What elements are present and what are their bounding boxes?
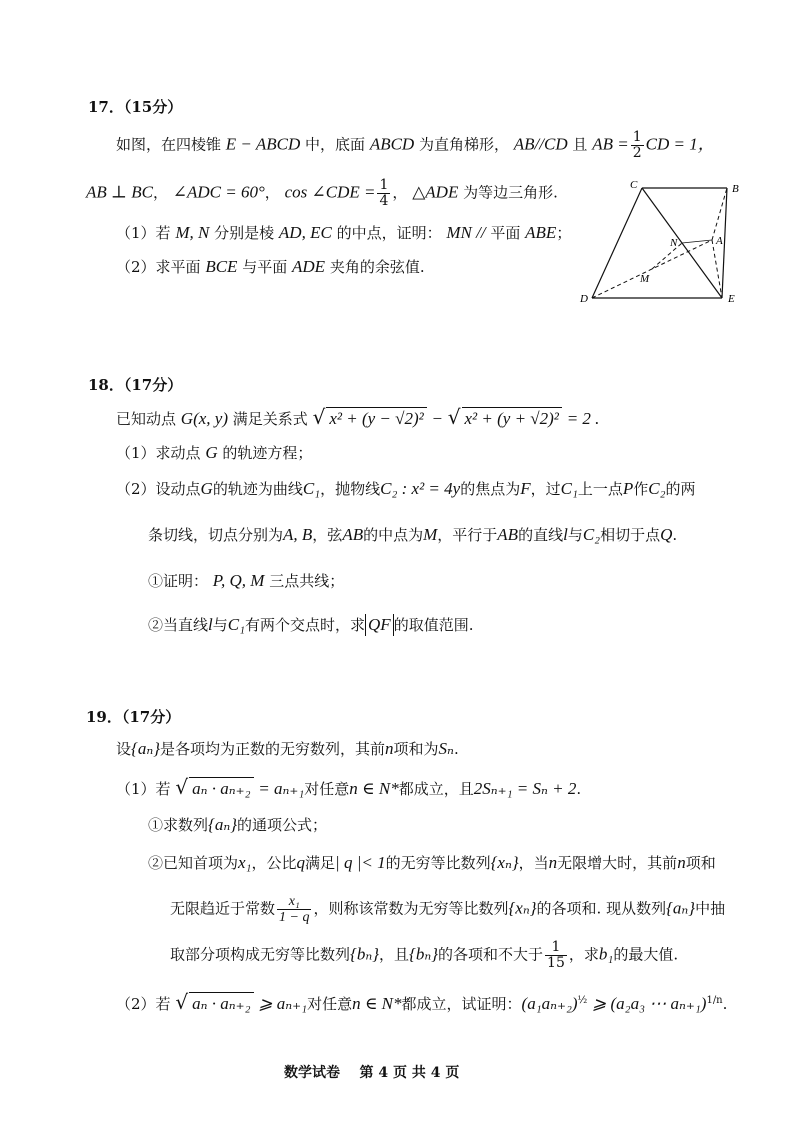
math: AD, EC [278, 223, 332, 242]
q18-sub2: ②当直线l与C₁有两个交点时，求 QF 的取值范围. [148, 615, 474, 634]
math: ∠ADC = 60° [172, 182, 265, 202]
q17-part1: （1）若 M, N 分别是棱 AD, EC 的中点，证明： MN // 平面 ABE； [116, 223, 572, 242]
math: M, N [175, 223, 210, 242]
q17-header: 17．（15分） [88, 98, 183, 116]
q18-part2-cont: 条切线，切点分别为A, B，弦AB的中点为M，平行于AB的直线l与C₂相切于点Q. [148, 525, 678, 544]
q18-part1: （1）求动点 G 的轨迹方程； [116, 443, 313, 462]
q19-part1: （1）若 √ aₙ · aₙ₊₂ = aₙ₊₁对任意n ∈ N*都成立，且2Sₙ₊₁ = Sₙ + 2. [116, 775, 582, 799]
q17-part2: （2）求平面 BCE 与平面 ADE 夹角的余弦值. [116, 257, 425, 276]
q19-sub2: ②已知首项为x₁，公比q满足| q |< 1的无穷等比数列{xₙ}，当n无限增大时，其前n项和 [148, 853, 716, 872]
q18-part2: （2）设动点G的轨迹为曲线C₁，抛物线C₂ : x² = 4y的焦点为F，过C₁上一点P作C₂的两 [116, 479, 696, 498]
math: △ADE [412, 182, 459, 202]
math: MN // [446, 223, 486, 242]
math: AB//CD [513, 134, 568, 154]
radical: aₙ · aₙ₊₂ [189, 777, 253, 800]
math: BCE [205, 257, 238, 276]
text: 中，底面 [305, 135, 366, 154]
fraction-quarter: $\frac{1}{4}$ [379, 177, 389, 209]
q18-sub1: ①证明： P, Q, M 三点共线； [148, 571, 345, 590]
q17-line1 [116, 130, 715, 161]
math: ABCD [369, 134, 415, 154]
label-E: E [728, 293, 735, 305]
segment-MN [652, 243, 682, 269]
math: AB ⊥ BC [86, 182, 153, 202]
math: cos ∠CDE = [284, 182, 376, 202]
math: P, Q, M [212, 571, 265, 590]
edge-DC [592, 188, 642, 298]
page-footer [284, 1062, 459, 1082]
fraction-half: $\frac{1}{2}$ [632, 129, 642, 161]
fraction-1-15: $\frac{1}{15}$ [547, 939, 565, 971]
math: E − ABCD [225, 134, 301, 154]
label-M: M [640, 273, 650, 285]
radical: aₙ · aₙ₊₂ [189, 992, 253, 1015]
label-B: B [732, 183, 739, 195]
math: G(x, y) [180, 409, 228, 428]
label-C: C [630, 179, 638, 191]
radical-2: x² + (y + √2)² [462, 407, 562, 430]
abs-QF: QF [365, 614, 394, 636]
math: ADE [292, 257, 326, 276]
q17-line2: AB ⊥ BC， ∠ADC = 60°， cos ∠CDE = $\frac{1}{4}$ ， △ADE 为等边三角形. [86, 177, 558, 209]
edge-AE [712, 240, 722, 298]
math: AB = [592, 134, 629, 154]
text: 且 [572, 135, 588, 154]
radical-1: x² + (y − √2)² [326, 407, 426, 430]
q19-sub2-cont2: 取部分项构成无穷等比数列{bₙ}，且{bₙ}的各项和不大于 $\frac{1}{15}$ ，求b₁的最大值. [170, 939, 679, 971]
math: G [205, 443, 218, 462]
text: 为直角梯形， [418, 135, 509, 154]
q19-line1: 设{aₙ}是各项均为正数的无穷数列，其前n项和为Sₙ. [116, 739, 459, 758]
pyramid-figure [572, 178, 752, 308]
text: 为等边三角形. [463, 183, 558, 202]
text: 如图，在四棱锥 [116, 135, 222, 154]
q18-header: 18．（17分） [88, 376, 183, 394]
footer-page-number: 第 4 页 共 4 页 [359, 1065, 460, 1081]
q19-part2: （2）若 √ aₙ · aₙ₊₂ ⩾ aₙ₊₁对任意n ∈ N*都成立，试证明：$(a_1a_{n+2})^{\frac{1}{2}}$ ⩾ (a₂a₃ ⋯ aₙ₊₁)$^{1/n}$. [116, 990, 728, 1014]
q19-header: 19．（17分） [86, 708, 181, 726]
q19-sub1: ①求数列{aₙ}的通项公式； [148, 815, 328, 834]
q18-line1: 已知动点 G(x, y) 满足关系式 √ x² + (y − √2)² − √ x² + (y + √2)² = 2 . [116, 405, 600, 429]
label-A: A [716, 235, 723, 247]
math: ABE [525, 223, 557, 242]
footer-subject: 数学试卷 [284, 1065, 340, 1081]
q19-sub2-cont: 无限趋近于常数 $\frac{\text{x₁}}{1 - q}$ ，则称该常数为无穷等比数列{xₙ}的各项和. 现从数列{aₙ}中抽 [170, 894, 726, 925]
label-N: N [670, 237, 678, 249]
label-D: D [580, 293, 588, 305]
math: CD = 1， [645, 134, 715, 154]
fraction-sum: $\frac{\text{x₁}}{1 - q}$ [279, 894, 310, 925]
